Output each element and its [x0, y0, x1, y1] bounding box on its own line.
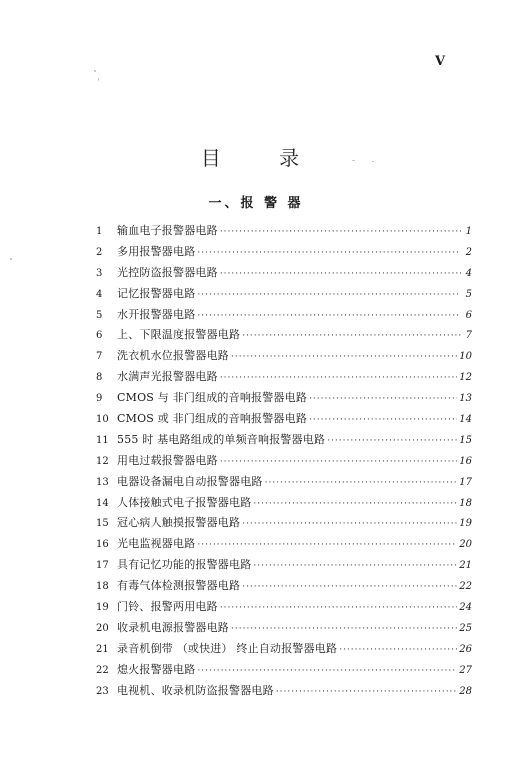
entry-number: 5: [96, 309, 103, 321]
dot-leader: [220, 264, 461, 285]
entry-number: 11: [96, 434, 109, 446]
scan-speck: [352, 160, 355, 161]
dot-leader: [220, 368, 457, 389]
page-title: 目 录: [200, 146, 326, 170]
entry-page-number: 4: [465, 267, 472, 279]
entry-page-number: 14: [459, 414, 472, 426]
toc-entry[interactable]: [96, 388, 472, 409]
toc-entry[interactable]: [96, 242, 472, 263]
toc-entry[interactable]: [96, 284, 472, 305]
dot-leader: [276, 682, 457, 703]
entry-number: 7: [96, 351, 103, 363]
dot-leader: [197, 243, 461, 264]
entry-title: 熄火报警器电路: [117, 662, 196, 676]
entry-number: 4: [96, 288, 103, 300]
dot-leader: [220, 598, 457, 619]
entry-title: 门铃、报警两用电路: [117, 600, 218, 614]
entry-title: 有毒气体检测报警器电路: [117, 579, 241, 593]
toc-entry[interactable]: [96, 597, 472, 618]
toc-entry[interactable]: [96, 513, 472, 534]
dot-leader: [197, 285, 461, 306]
entry-number: 21: [96, 643, 109, 655]
entry-page-number: 19: [459, 518, 472, 530]
dot-leader: [197, 661, 457, 682]
entry-number: 14: [96, 497, 109, 509]
entry-page-number: 25: [459, 622, 472, 634]
entry-title: 多用报警器电路: [117, 244, 196, 258]
dot-leader: [242, 326, 461, 347]
entry-page-number: 10: [459, 351, 472, 363]
entry-page-number: 12: [459, 372, 472, 384]
entry-title: CMOS 与 非门组成的音响报警器电路: [117, 391, 308, 405]
toc-entry[interactable]: [96, 681, 472, 702]
entry-page-number: 18: [459, 497, 472, 509]
section-heading: 一、报 警 器: [208, 196, 304, 211]
entry-title: 光控防盗报警器电路: [117, 265, 218, 279]
entry-number: 17: [96, 560, 109, 572]
dot-leader: [242, 577, 457, 598]
toc-entry[interactable]: [96, 618, 472, 639]
entry-number: 2: [96, 246, 103, 258]
toc-entry[interactable]: [96, 493, 472, 514]
entry-title: 洗衣机水位报警器电路: [117, 349, 229, 363]
entry-page-number: 7: [465, 330, 472, 342]
dot-leader: [197, 535, 457, 556]
entry-page-number: 24: [459, 602, 472, 614]
toc-entry[interactable]: [96, 555, 472, 576]
entry-title: 用电过载报警器电路: [117, 453, 218, 467]
scan-speck: [10, 258, 12, 260]
entry-page-number: 26: [459, 643, 472, 655]
entry-number: 16: [96, 539, 109, 551]
toc-entry[interactable]: [96, 430, 472, 451]
entry-title: 输血电子报警器电路: [117, 224, 218, 237]
entry-title: 上、下限温度报警器电路: [117, 328, 241, 342]
entry-page-number: 1: [465, 226, 472, 237]
entry-title: 收录机电源报警器电路: [117, 620, 229, 634]
dot-leader: [242, 514, 457, 535]
entry-number: 18: [96, 581, 109, 593]
entry-title: 电器设备漏电自动报警器电路: [117, 474, 263, 488]
dot-leader: [327, 431, 457, 452]
toc-entry[interactable]: [96, 305, 472, 326]
toc-entry[interactable]: [96, 534, 472, 555]
entry-title: 冠心病人触摸报警器电路: [117, 516, 241, 530]
entry-page-number: 17: [459, 476, 472, 488]
scan-speck: [372, 161, 374, 162]
entry-number: 8: [96, 372, 103, 384]
toc-entry[interactable]: [96, 346, 472, 367]
dot-leader: [220, 222, 461, 243]
entry-number: 12: [96, 455, 109, 467]
entry-number: 9: [96, 393, 103, 405]
toc-entry[interactable]: [96, 221, 472, 242]
entry-title: 水满声光报警器电路: [117, 370, 218, 384]
entry-title: CMOS 或 非门组成的音响报警器电路: [117, 412, 308, 426]
dot-leader: [220, 452, 457, 473]
entry-page-number: 2: [465, 246, 472, 258]
entry-number: 10: [96, 414, 109, 426]
entry-number: 15: [96, 518, 109, 530]
entry-title: 电视机、收录机防盗报警器电路: [117, 683, 274, 697]
entry-title: 555 时 基电路组成的单频音响报警器电路: [117, 432, 326, 446]
dot-leader: [253, 494, 457, 515]
toc-entry[interactable]: [96, 451, 472, 472]
toc-entry[interactable]: [96, 576, 472, 597]
toc-entry[interactable]: [96, 367, 472, 388]
dot-leader: [339, 640, 457, 661]
entry-number: 22: [96, 664, 109, 676]
dot-leader: [231, 347, 457, 368]
entry-page-number: 20: [459, 539, 472, 551]
entry-page-number: 16: [459, 455, 472, 467]
toc-entry[interactable]: [96, 472, 472, 493]
dot-leader: [265, 473, 458, 494]
dot-leader: [309, 389, 457, 410]
entry-page-number: 13: [459, 393, 472, 405]
entry-page-number: 6: [465, 309, 472, 321]
toc-entry[interactable]: [96, 660, 472, 681]
toc-entry[interactable]: [96, 639, 472, 660]
entry-page-number: 21: [459, 560, 472, 572]
entry-number: 3: [96, 267, 103, 279]
entry-page-number: 28: [459, 685, 472, 697]
dot-leader: [309, 410, 457, 431]
entry-number: 1: [96, 226, 103, 237]
entry-page-number: 5: [465, 288, 472, 300]
toc-entry[interactable]: [96, 263, 472, 284]
entry-number: 23: [96, 685, 109, 697]
dot-leader: [197, 306, 461, 327]
entry-title: 水开报警器电路: [117, 307, 196, 321]
scan-speck: [98, 78, 99, 81]
entry-title: 录音机倒带 （或快进） 终止自动报警器电路: [117, 641, 338, 655]
entry-title: 具有记忆功能的报警器电路: [117, 558, 252, 572]
page-number: V: [435, 54, 446, 69]
entry-page-number: 27: [459, 664, 472, 676]
entry-page-number: 15: [459, 434, 472, 446]
entry-page-number: 22: [459, 581, 472, 593]
dot-leader: [231, 619, 457, 640]
scan-speck: [94, 70, 96, 72]
entry-title: 记忆报警器电路: [117, 286, 196, 300]
entry-number: 20: [96, 622, 109, 634]
entry-number: 6: [96, 330, 103, 342]
dot-leader: [253, 556, 457, 577]
entry-title: 人体接触式电子报警器电路: [117, 495, 252, 509]
table-of-contents: [96, 221, 472, 701]
entry-title: 光电监视器电路: [117, 537, 196, 551]
toc-entry[interactable]: [96, 325, 472, 346]
entry-number: 19: [96, 602, 109, 614]
toc-entry[interactable]: [96, 409, 472, 430]
entry-number: 13: [96, 476, 109, 488]
